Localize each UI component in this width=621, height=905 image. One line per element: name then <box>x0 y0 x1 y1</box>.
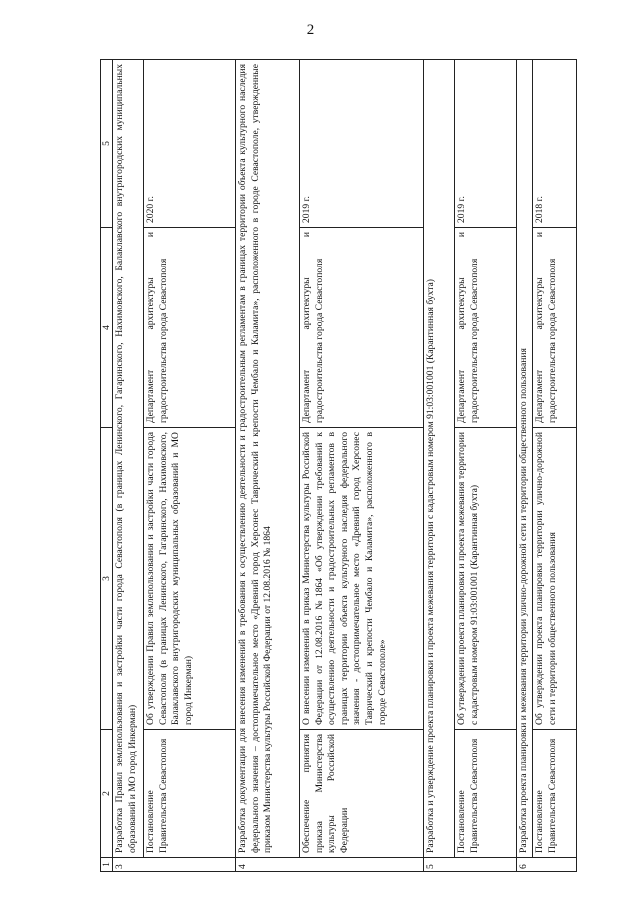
header-cell-4: 4 <box>101 228 113 428</box>
basis-cell: Постановление Правительства Севастополя <box>455 730 517 858</box>
header-cell-1: 1 <box>101 858 113 872</box>
executor-cell: Департамент архитектуры и градостроительства города Севастополя <box>144 228 236 428</box>
table-row <box>533 60 577 872</box>
section-number: 5 <box>424 858 517 872</box>
page-number: 2 <box>306 22 315 38</box>
section-title-row <box>517 60 533 872</box>
document-name-cell: О внесении изменений в приказ Министерства культуры Российской Федерации от 12.08.2016 №1864 «Об утверждении требований к осуществлению деятельности и градостроительных регламентов в границах территории объекта культурного наследия федерального значения - достопримечательное место «Древний город Херсонес Таврический и крепости Чембало и Каламита», расположенного в городе Севастополе» <box>300 428 424 730</box>
section-number: 3 <box>113 858 236 872</box>
document-name-cell: Об утверждении проекта планировки и проекта межевания территории с кадастровым номером 91:03:001001 (Карантинная бухта) <box>455 428 517 730</box>
table-row <box>300 60 424 872</box>
section-number: 6 <box>517 858 577 872</box>
section-title: Разработка Правил землепользования и застройки части города Севастополя (в границах Ленинского, Гагаринского, Нахимовского, Балаклавского внутригородских муниципальных образований и МО город Инкерман) <box>113 60 144 858</box>
basis-cell: Постановление Правительства Севастополя <box>144 730 236 858</box>
executor-cell: Департамент архитектуры и градостроительства города Севастополя <box>533 228 577 428</box>
rotated-table-wrapper <box>100 60 576 872</box>
basis-cell: Обеспечение принятия приказа Министерства культуры Российской Федерации <box>300 730 424 858</box>
section-title-row <box>236 60 300 872</box>
plan-table <box>100 59 577 872</box>
header-cell-2: 2 <box>101 730 113 858</box>
header-cell-3: 3 <box>101 428 113 730</box>
section-title: Разработка документации для внесения изменений в требования к осуществлению деятельности и градостроительным регламентам в границах территории объекта культурного наследия федерального значения – достопримечательное место «Древний город Херсонес Таврический и крепости Чембало и Каламита», расположенного в городе Севастополе, утвержденные приказом Министерства культуры Российской Федерации от 12.08.2016 № 1864 <box>236 60 300 858</box>
table-row <box>455 60 517 872</box>
section-title: Разработка проекта планировки и межевания территории улично-дорожной сети и территории общественного пользования <box>517 60 533 858</box>
year-cell: 2019 г. <box>300 60 424 228</box>
basis-cell: Постановление Правительства Севастополя <box>533 730 577 858</box>
executor-cell: Департамент архитектуры и градостроительства города Севастополя <box>300 228 424 428</box>
header-row <box>101 60 113 872</box>
document-name-cell: Об утверждении Правил землепользования и застройки части города Севастополя (в границах Ленинского, Гагаринского, Нахимовского, Балаклавского внутригородских муниципальных образований и МО город Инкерман) <box>144 428 236 730</box>
year-cell: 2020 г. <box>144 60 236 228</box>
section-title-row <box>424 60 455 872</box>
executor-cell: Департамент архитектуры и градостроительства города Севастополя <box>455 228 517 428</box>
section-title-row <box>113 60 144 872</box>
section-number: 4 <box>236 858 424 872</box>
document-name-cell: Об утверждении проекта планировки территории улично-дорожной сети и территории общественного пользования <box>533 428 577 730</box>
table-row <box>144 60 236 872</box>
year-cell: 2019 г. <box>455 60 517 228</box>
section-title: Разработка и утверждение проекта планировки и проекта межевания территории с кадастровым номером 91:03:001001 (Карантинная бухта) <box>424 60 455 858</box>
header-cell-5: 5 <box>101 60 113 228</box>
year-cell: 2018 г. <box>533 60 577 228</box>
